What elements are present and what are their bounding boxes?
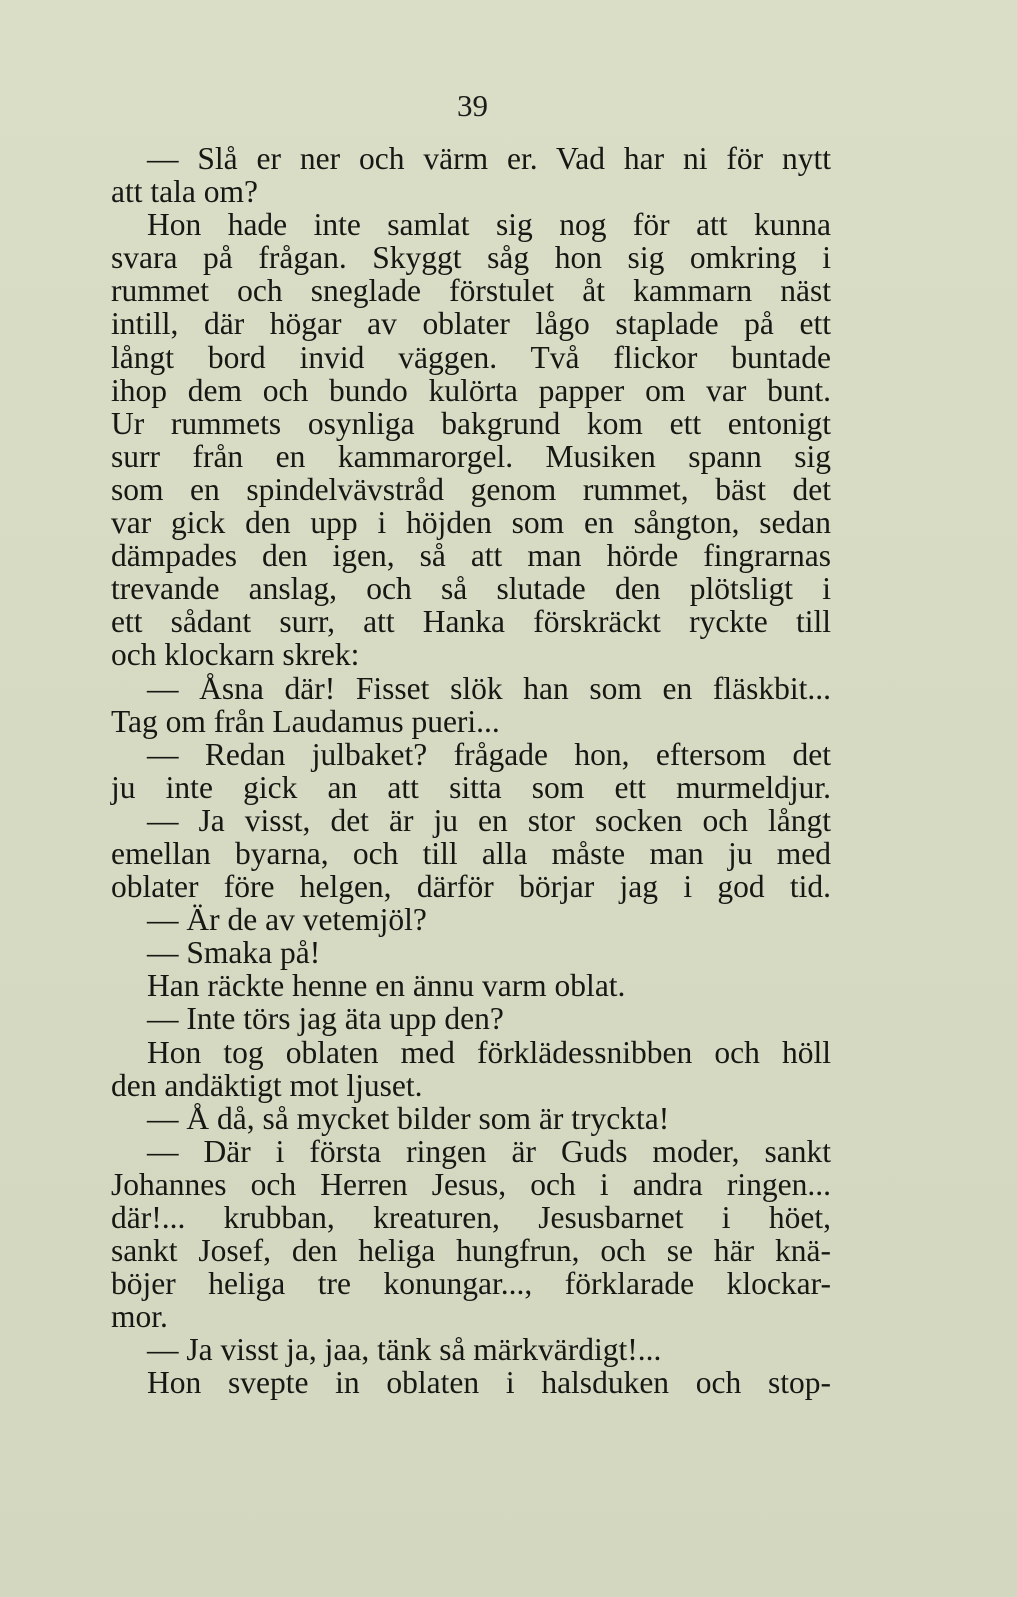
text-line: svara på frågan. Skyggt såg hon sig omkring i (111, 240, 831, 276)
body-text (111, 142, 831, 1400)
text-line: sankt Josef, den heliga hungfrun, och se här knä- (111, 1233, 831, 1269)
text-line: dämpades den igen, så att man hörde fingrarnas (111, 538, 831, 574)
text-line: rummet och sneglade förstulet åt kammarn näst (111, 273, 831, 309)
text-line: oblater före helgen, därför börjar jag i god tid. (111, 869, 831, 905)
text-line: den andäktigt mot ljuset. (111, 1067, 423, 1103)
text-line: surr från en kammarorgel. Musiken spann sig (111, 438, 831, 474)
text-line: Hon svepte in oblaten i halsduken och stop- (147, 1365, 831, 1401)
text-line: mor. (111, 1299, 168, 1335)
text-line: — Slå er ner och värm er. Vad har ni för nytt (147, 141, 831, 176)
text-line: — Åsna där! Fisset slök han som en fläskbit... (147, 670, 831, 706)
text-line: som en spindelvävstråd genom rummet, bäst det (111, 471, 831, 507)
text-line: emellan byarna, och till alla måste man ju med (111, 835, 831, 871)
text-line: ju inte gick an att sitta som ett murmeldjur. (111, 769, 831, 805)
text-line: — Å då, så mycket bilder som är tryckta! (147, 1100, 670, 1136)
text-line: Han räckte henne en ännu varm oblat. (147, 968, 626, 1004)
text-line: där!... krubban, kreaturen, Jesusbarnet i höet, (111, 1200, 831, 1235)
text-line: — Smaka på! (147, 935, 321, 971)
text-line: intill, där högar av oblater lågo staplade på ett (111, 306, 831, 342)
text-line: ett sådant surr, att Hanka förskräckt ryckte till (111, 604, 831, 640)
text-line: Hon hade inte samlat sig nog för att kunna (147, 207, 831, 243)
text-line: Ur rummets osynliga bakgrund kom ett entonigt (111, 405, 831, 441)
text-line: trevande anslag, och så slutade den plötsligt i (111, 571, 831, 607)
text-line: — Inte törs jag äta upp den? (147, 1001, 504, 1037)
text-line: — Är de av vetemjöl? (147, 902, 427, 938)
text-line: att tala om? (111, 174, 258, 210)
text-line: och klockarn skrek: (111, 637, 360, 673)
page-number: 39 (457, 88, 488, 123)
text-line: var gick den upp i höjden som en sångton, sedan (111, 505, 831, 541)
text-line: — Ja visst ja, jaa, tänk så märkvärdigt!... (147, 1332, 662, 1368)
text-line: ihop dem och bundo kulörta papper om var bunt. (111, 372, 831, 408)
text-line: Johannes och Herren Jesus, och i andra ringen... (111, 1166, 831, 1202)
text-line: Hon tog oblaten med förklädessnibben och höll (147, 1034, 831, 1070)
text-line: — Ja visst, det är ju en stor socken och långt (147, 802, 831, 838)
text-line: — Där i första ringen är Guds moder, sankt (147, 1133, 831, 1169)
text-line: Tag om från Laudamus pueri... (111, 703, 500, 739)
text-line: långt bord invid väggen. Två flickor buntade (111, 339, 831, 375)
text-line: — Redan julbaket? frågade hon, eftersom det (147, 736, 831, 772)
text-line: böjer heliga tre konungar..., förklarade klockar- (111, 1266, 831, 1302)
